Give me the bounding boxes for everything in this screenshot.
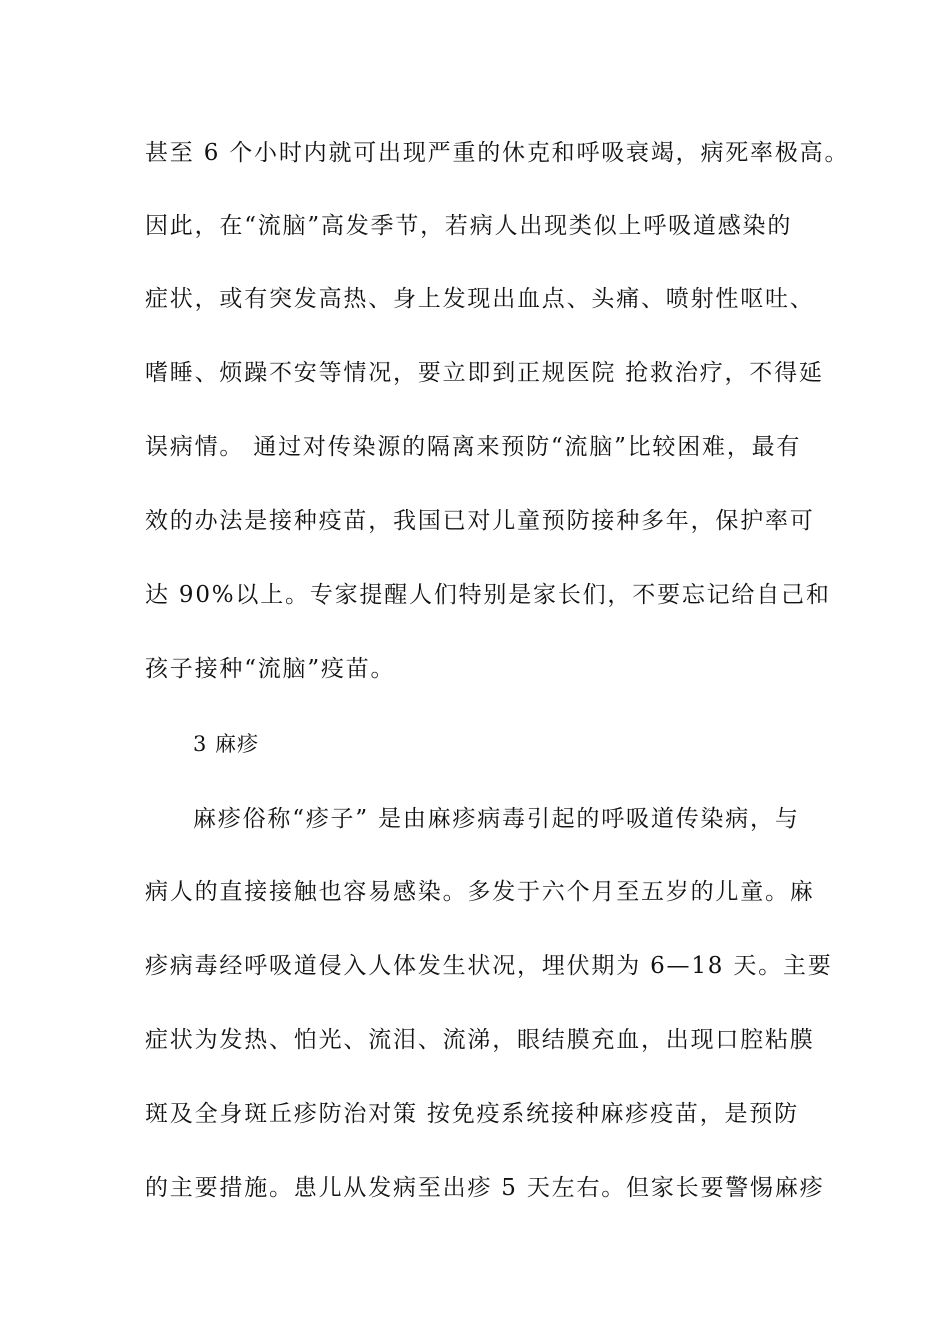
text-line: 斑及全身斑丘疹防治对策 按免疫系统接种麻疹疫苗，是预防 (145, 1101, 799, 1127)
text-line: 的主要措施。患儿从发病至出疹 5 天左右。但家长要警惕麻疹 (145, 1175, 825, 1201)
text-line: 嗜睡、烦躁不安等情况，要立即到正规医院 抢救治疗，不得延 (145, 360, 824, 386)
text-line: 误病情。 通过对传染源的隔离来预防“流脑”比较困难，最有 (145, 434, 802, 460)
text-line: 病人的直接接触也容易感染。多发于六个月至五岁的儿童。麻 (145, 879, 815, 905)
text-line: 麻疹俗称“疹子” 是由麻疹病毒引起的呼吸道传染病，与 (193, 806, 800, 832)
text-line: 效的办法是接种疫苗，我国已对儿童预防接种多年，保护率可 (145, 508, 815, 534)
text-line: 症状，或有突发高热、身上发现出血点、头痛、喷射性呕吐、 (145, 286, 815, 312)
section-heading: 3 麻疹 (193, 732, 260, 756)
text-line: 疹病毒经呼吸道侵入人体发生状况，埋伏期为 6—18 天。主要 (145, 953, 833, 979)
text-line: 甚至 6 个小时内就可出现严重的休克和呼吸衰竭，病死率极高。 (145, 140, 850, 166)
text-line: 达 90%以上。专家提醒人们特别是家长们，不要忘记给自己和 (145, 582, 831, 608)
text-line: 因此，在“流脑”高发季节，若病人出现类似上呼吸道感染的 (145, 213, 793, 239)
text-line: 孩子接种“流脑”疫苗。 (145, 656, 396, 682)
text-line: 症状为发热、怕光、流泪、流涕，眼结膜充血，出现口腔粘膜 (145, 1027, 815, 1053)
